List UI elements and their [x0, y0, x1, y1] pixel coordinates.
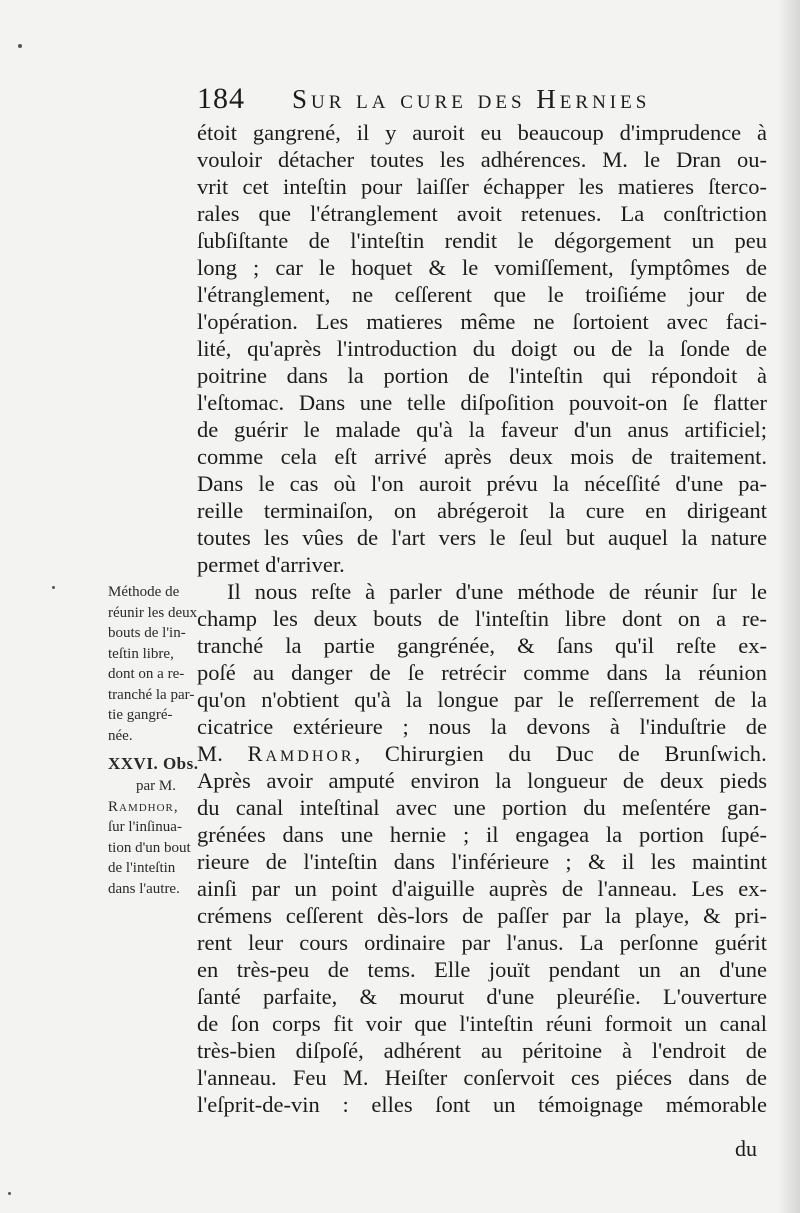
text-line: champ les deux bouts de l'inteſtin libre dont on a re-	[197, 606, 767, 631]
text-line-ramdhor	[197, 740, 767, 767]
ink-speck	[18, 44, 22, 48]
text-line: ſubſiſtante de l'inteſtin rendit le dégorgement un peu	[197, 228, 767, 253]
text-line: permet d'arriver.	[197, 552, 345, 577]
text-line: l'opération. Les matieres même ne ſortoient avec faci-	[197, 309, 767, 334]
text-line: poſé au danger de ſe retrécir comme dans la réunion	[197, 660, 767, 685]
page-header	[197, 82, 667, 122]
text-line: crémens ceſſerent dès-lors de paſſer par la playe, & pri-	[197, 903, 767, 928]
text-line: cicatrice extérieure ; nous la devons à l'induſtrie de	[197, 714, 767, 739]
ramdhor-name: Ramdhor	[247, 741, 355, 766]
ramdhor-prefix: M.	[197, 741, 224, 766]
text-line: étoit gangrené, il y auroit eu beaucoup d'imprudence à	[197, 120, 767, 145]
margin-note	[108, 582, 204, 899]
margin-note-line: teſtin libre,	[108, 645, 174, 662]
running-title: Sur la cure des Hernies	[292, 84, 651, 114]
text-line: long ; car le hoquet & le vomiſſement, ſymptômes de	[197, 255, 767, 280]
text-line: rent leur cours ordinaire par l'anus. La perſonne guérit	[197, 930, 767, 955]
text-line: ſanté parfaite, & mourut d'une pleuréſie. L'ouverture	[197, 984, 767, 1009]
margin-note-name: Ramdhor,	[108, 798, 179, 815]
margin-note-by: par M.	[136, 778, 176, 794]
page-number: 184	[197, 82, 245, 115]
margin-note-line: tion d'un bout	[108, 839, 191, 856]
text-line: du canal inteſtinal avec une portion du meſentére gan-	[197, 795, 767, 820]
text-line: Dans le cas où l'on auroit prévu la néceſſité d'une pa-	[197, 471, 767, 496]
text-line: rales que l'étranglement avoit retenues. La conſtriction	[197, 201, 767, 226]
margin-note-line: Méthode de	[108, 584, 180, 600]
text-line: vouloir détacher toutes les adhérences. M. le Dran ou-	[197, 147, 767, 172]
text-line: comme cela eſt arrivé après deux mois de traitement.	[197, 444, 767, 469]
margin-note-line: tie gangré-	[108, 707, 173, 723]
text-line: l'eſprit-de-vin : elles ſont un témoignage mémorable	[197, 1092, 767, 1117]
text-line: Il nous reſte à parler d'une méthode de réunir ſur le	[227, 579, 767, 604]
observation-number: XXVI. Obs.	[108, 754, 199, 773]
text-line: poitrine dans la portion de l'inteſtin qui répondoit à	[197, 363, 767, 388]
text-line: vrit cet inteſtin pour laiſſer échapper les matieres ſterco-	[197, 174, 767, 199]
margin-note-line: de l'inteſtin	[108, 860, 176, 876]
text-line: de ſon corps fit voir que l'inteſtin réuni formoit un canal	[197, 1011, 767, 1036]
margin-note-line: ſur l'inſinua-	[108, 819, 182, 835]
margin-note-line: dont on a re-	[108, 666, 185, 682]
text-line: grénées dans une hernie ; il engagea la portion ſupé-	[197, 822, 767, 847]
ink-speck	[52, 586, 55, 589]
margin-note-line: réunir les deux	[108, 604, 198, 621]
margin-note-line: dans l'autre.	[108, 880, 180, 897]
text-line: l'étranglement, ne ceſſerent que le troiſiéme jour de	[197, 282, 767, 307]
text-line: de guérir le malade qu'à la faveur d'un anus artificiel;	[197, 417, 767, 442]
ramdhor-suffix: , Chirurgien du Duc de Brunſwich.	[354, 741, 767, 766]
page-edge-shadow	[778, 0, 800, 1213]
text-line: l'eſtomac. Dans une telle diſpoſition pouvoit-on ſe flatter	[197, 390, 767, 415]
text-line: ainſi par un point d'aiguille auprès de l'anneau. Les ex-	[197, 876, 767, 901]
margin-note-line: bouts de l'in-	[108, 625, 186, 641]
text-line: qu'on n'obtient qu'à la longue par le reſſerrement de la	[197, 687, 767, 712]
text-line: Après avoir amputé environ la longueur de deux pieds	[197, 768, 767, 793]
main-text	[197, 119, 767, 1118]
margin-note-line: tranché la par-	[108, 686, 195, 703]
text-line: lité, qu'après l'introduction du doigt ou de la ſonde de	[197, 336, 767, 361]
text-line: très-bien diſpoſé, adhérent au péritoine à l'endroit de	[197, 1038, 767, 1063]
text-line: en très-peu de tems. Elle jouït pendant un an d'une	[197, 957, 767, 982]
text-line: rieure de l'inteſtin dans l'inférieure ; & il les maintint	[197, 849, 767, 874]
text-line: reille terminaiſon, on abrégeroit la cure en dirigeant	[197, 498, 767, 523]
text-line: tranché la partie gangrénée, & ſans qu'il reſte ex-	[197, 633, 767, 658]
ink-speck	[8, 1192, 11, 1195]
catchword: du	[735, 1136, 757, 1161]
margin-note-line: née.	[108, 727, 133, 744]
text-line: toutes les vûes de l'art vers le ſeul but auquel la nature	[197, 525, 767, 550]
text-line: l'anneau. Feu M. Heiſter conſervoit ces piéces dans de	[197, 1065, 767, 1090]
